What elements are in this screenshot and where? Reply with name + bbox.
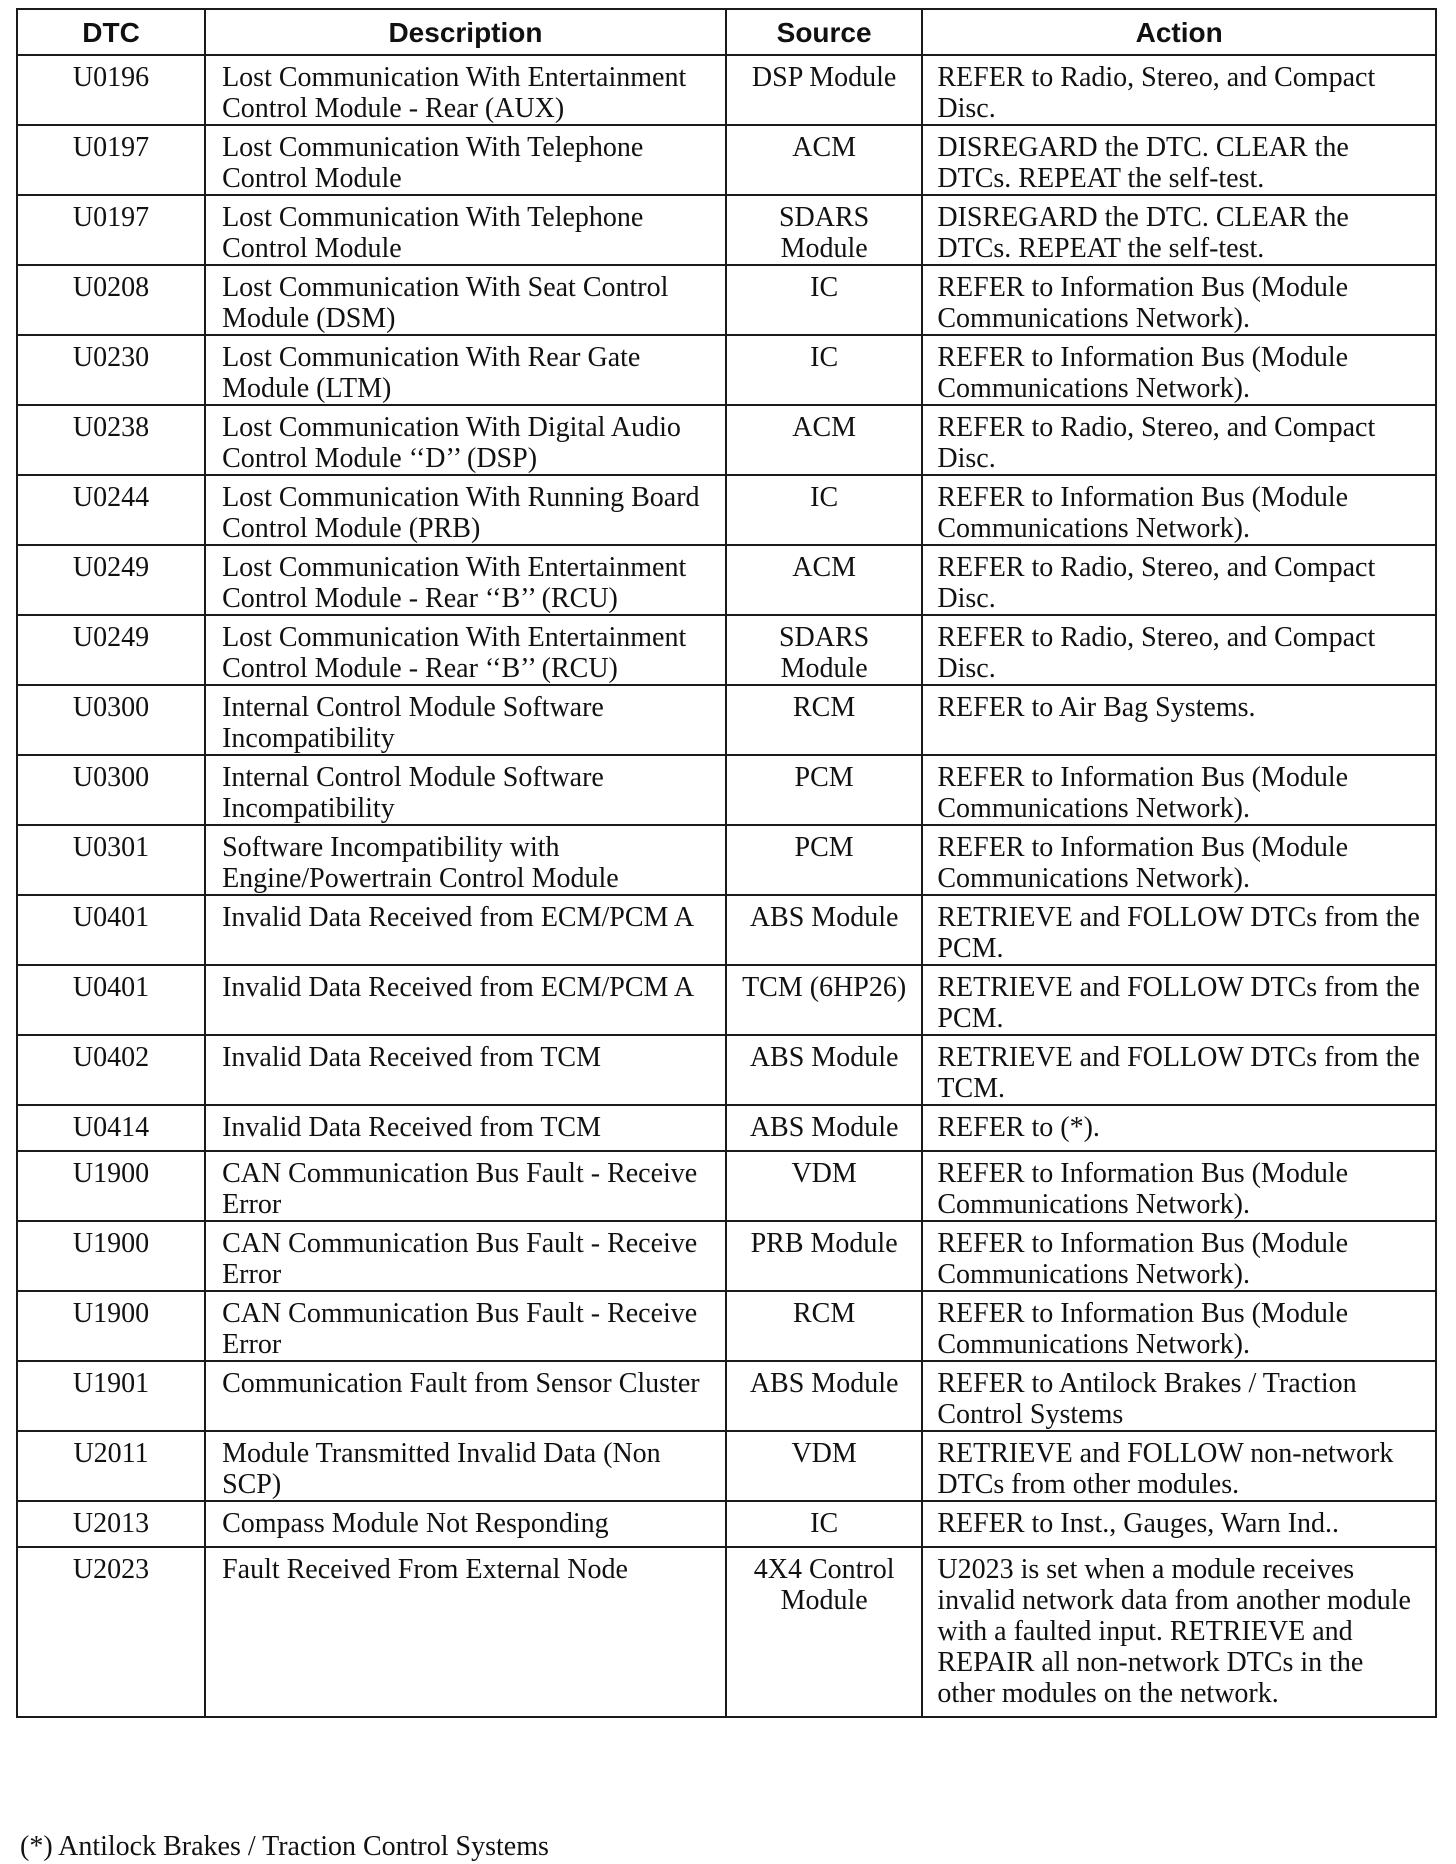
- dtc-cell: U0301: [17, 825, 205, 895]
- dtc-cell: U1901: [17, 1361, 205, 1431]
- action-cell: REFER to Information Bus (Module Communications Network).: [922, 265, 1436, 335]
- source-cell: DSP Module: [726, 55, 923, 125]
- action-cell: REFER to Radio, Stereo, and Compact Disc.: [922, 615, 1436, 685]
- source-cell: ABS Module: [726, 1035, 923, 1105]
- description-cell: Module Transmitted Invalid Data (Non SCP): [205, 1431, 726, 1501]
- table-row: [17, 1151, 1436, 1221]
- dtc-cell: U0300: [17, 755, 205, 825]
- dtc-cell: U0401: [17, 895, 205, 965]
- description-cell: Lost Communication With Running Board Control Module (PRB): [205, 475, 726, 545]
- dtc-cell: U0196: [17, 55, 205, 125]
- table-row: [17, 545, 1436, 615]
- description-cell: Lost Communication With Rear Gate Module (LTM): [205, 335, 726, 405]
- source-cell: RCM: [726, 685, 923, 755]
- dtc-cell: U0414: [17, 1105, 205, 1151]
- dtc-cell: U1900: [17, 1221, 205, 1291]
- description-cell: CAN Communication Bus Fault - Receive Error: [205, 1151, 726, 1221]
- action-cell: DISREGARD the DTC. CLEAR the DTCs. REPEAT the self-test.: [922, 195, 1436, 265]
- dtc-table: [16, 8, 1437, 1718]
- table-row: [17, 335, 1436, 405]
- table-row: [17, 1501, 1436, 1547]
- dtc-cell: U0402: [17, 1035, 205, 1105]
- dtc-cell: U2013: [17, 1501, 205, 1547]
- table-body: [17, 55, 1436, 1717]
- description-cell: Lost Communication With Entertainment Control Module - Rear ‘‘B’’ (RCU): [205, 615, 726, 685]
- action-cell: REFER to Radio, Stereo, and Compact Disc.: [922, 545, 1436, 615]
- dtc-cell: U0197: [17, 195, 205, 265]
- description-cell: Communication Fault from Sensor Cluster: [205, 1361, 726, 1431]
- table-row: [17, 1221, 1436, 1291]
- source-cell: PCM: [726, 825, 923, 895]
- header-dtc: DTC: [17, 9, 205, 55]
- action-cell: U2023 is set when a module receives invalid network data from another module with a faulted input. RETRIEVE and REPAIR all non-network DTCs in the other modules on the network.: [922, 1547, 1436, 1717]
- source-cell: VDM: [726, 1151, 923, 1221]
- table-row: [17, 1291, 1436, 1361]
- description-cell: Lost Communication With Seat Control Module (DSM): [205, 265, 726, 335]
- action-cell: REFER to (*).: [922, 1105, 1436, 1151]
- source-cell: SDARS Module: [726, 195, 923, 265]
- action-cell: REFER to Radio, Stereo, and Compact Disc.: [922, 405, 1436, 475]
- action-cell: REFER to Radio, Stereo, and Compact Disc.: [922, 55, 1436, 125]
- description-cell: Lost Communication With Digital Audio Control Module ‘‘D’’ (DSP): [205, 405, 726, 475]
- table-row: [17, 1105, 1436, 1151]
- source-cell: PRB Module: [726, 1221, 923, 1291]
- table-row: [17, 55, 1436, 125]
- source-cell: IC: [726, 265, 923, 335]
- description-cell: Invalid Data Received from TCM: [205, 1105, 726, 1151]
- table-row: [17, 1431, 1436, 1501]
- description-cell: Invalid Data Received from TCM: [205, 1035, 726, 1105]
- description-cell: Lost Communication With Telephone Control Module: [205, 125, 726, 195]
- table-row: [17, 265, 1436, 335]
- table-header: [17, 9, 1436, 55]
- action-cell: RETRIEVE and FOLLOW DTCs from the PCM.: [922, 965, 1436, 1035]
- source-cell: RCM: [726, 1291, 923, 1361]
- table-row: [17, 195, 1436, 265]
- dtc-cell: U1900: [17, 1291, 205, 1361]
- table-row: [17, 825, 1436, 895]
- description-cell: Fault Received From External Node: [205, 1547, 726, 1717]
- footnote: (*) Antilock Brakes / Traction Control Systems: [20, 1831, 549, 1862]
- description-cell: CAN Communication Bus Fault - Receive Error: [205, 1221, 726, 1291]
- source-cell: TCM (6HP26): [726, 965, 923, 1035]
- table-row: [17, 1547, 1436, 1717]
- dtc-cell: U0249: [17, 615, 205, 685]
- action-cell: RETRIEVE and FOLLOW non-network DTCs from other modules.: [922, 1431, 1436, 1501]
- description-cell: Internal Control Module Software Incompatibility: [205, 685, 726, 755]
- source-cell: IC: [726, 475, 923, 545]
- action-cell: REFER to Inst., Gauges, Warn Ind..: [922, 1501, 1436, 1547]
- dtc-cell: U0230: [17, 335, 205, 405]
- description-cell: Internal Control Module Software Incompatibility: [205, 755, 726, 825]
- source-cell: PCM: [726, 755, 923, 825]
- source-cell: 4X4 Control Module: [726, 1547, 923, 1717]
- action-cell: REFER to Information Bus (Module Communications Network).: [922, 1291, 1436, 1361]
- action-cell: REFER to Information Bus (Module Communications Network).: [922, 335, 1436, 405]
- dtc-cell: U0401: [17, 965, 205, 1035]
- description-cell: Lost Communication With Entertainment Control Module - Rear ‘‘B’’ (RCU): [205, 545, 726, 615]
- action-cell: REFER to Information Bus (Module Communications Network).: [922, 475, 1436, 545]
- dtc-cell: U0300: [17, 685, 205, 755]
- header-description: Description: [205, 9, 726, 55]
- source-cell: IC: [726, 1501, 923, 1547]
- description-cell: Lost Communication With Entertainment Control Module - Rear (AUX): [205, 55, 726, 125]
- source-cell: ABS Module: [726, 1361, 923, 1431]
- source-cell: ABS Module: [726, 895, 923, 965]
- dtc-cell: U2023: [17, 1547, 205, 1717]
- source-cell: VDM: [726, 1431, 923, 1501]
- source-cell: ACM: [726, 125, 923, 195]
- source-cell: IC: [726, 335, 923, 405]
- source-cell: SDARS Module: [726, 615, 923, 685]
- table-row: [17, 965, 1436, 1035]
- header-action: Action: [922, 9, 1436, 55]
- table-row: [17, 125, 1436, 195]
- description-cell: Lost Communication With Telephone Control Module: [205, 195, 726, 265]
- dtc-cell: U1900: [17, 1151, 205, 1221]
- dtc-cell: U0238: [17, 405, 205, 475]
- action-cell: REFER to Information Bus (Module Communications Network).: [922, 825, 1436, 895]
- table-row: [17, 685, 1436, 755]
- action-cell: REFER to Information Bus (Module Communications Network).: [922, 1151, 1436, 1221]
- dtc-cell: U2011: [17, 1431, 205, 1501]
- action-cell: REFER to Antilock Brakes / Traction Control Systems: [922, 1361, 1436, 1431]
- action-cell: RETRIEVE and FOLLOW DTCs from the TCM.: [922, 1035, 1436, 1105]
- description-cell: Invalid Data Received from ECM/PCM A: [205, 965, 726, 1035]
- table-row: [17, 405, 1436, 475]
- description-cell: Invalid Data Received from ECM/PCM A: [205, 895, 726, 965]
- source-cell: ACM: [726, 405, 923, 475]
- action-cell: REFER to Air Bag Systems.: [922, 685, 1436, 755]
- dtc-cell: U0197: [17, 125, 205, 195]
- table-row: [17, 895, 1436, 965]
- description-cell: Compass Module Not Responding: [205, 1501, 726, 1547]
- dtc-cell: U0249: [17, 545, 205, 615]
- description-cell: Software Incompatibility with Engine/Powertrain Control Module: [205, 825, 726, 895]
- table-row: [17, 1361, 1436, 1431]
- action-cell: DISREGARD the DTC. CLEAR the DTCs. REPEAT the self-test.: [922, 125, 1436, 195]
- description-cell: CAN Communication Bus Fault - Receive Error: [205, 1291, 726, 1361]
- action-cell: REFER to Information Bus (Module Communications Network).: [922, 1221, 1436, 1291]
- table-row: [17, 615, 1436, 685]
- action-cell: RETRIEVE and FOLLOW DTCs from the PCM.: [922, 895, 1436, 965]
- table-row: [17, 475, 1436, 545]
- header-row: [17, 9, 1436, 55]
- dtc-cell: U0244: [17, 475, 205, 545]
- table-row: [17, 755, 1436, 825]
- dtc-cell: U0208: [17, 265, 205, 335]
- table-row: [17, 1035, 1436, 1105]
- header-source: Source: [726, 9, 923, 55]
- source-cell: ACM: [726, 545, 923, 615]
- action-cell: REFER to Information Bus (Module Communications Network).: [922, 755, 1436, 825]
- source-cell: ABS Module: [726, 1105, 923, 1151]
